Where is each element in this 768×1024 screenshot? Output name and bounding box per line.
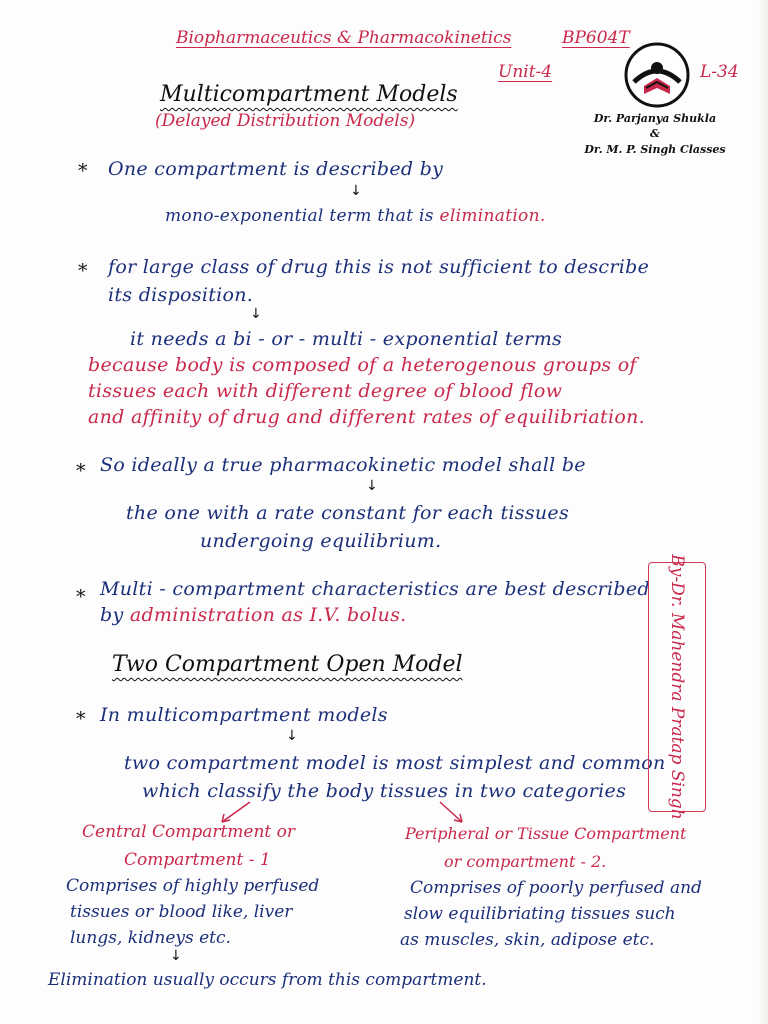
p1-line2 (165, 206, 546, 226)
p2-line1: for large class of drug this is not sufficient to describe (108, 256, 650, 278)
bullet-3: * (76, 460, 86, 482)
classes-logo-icon (622, 40, 692, 110)
p1-line1: One compartment is described by (108, 158, 444, 180)
credit-name-1: Dr. Parjanya Shukla (593, 112, 717, 125)
central-desc-2: tissues or blood like, liver (70, 902, 293, 922)
bullet-1: * (78, 160, 88, 182)
footer-note: Elimination usually occurs from this compartment. (48, 970, 487, 990)
credit-ampersand: & (650, 127, 660, 140)
p4-line2-admin: administration as I.V. bolus. (129, 604, 407, 626)
course-code: BP604T (562, 28, 630, 48)
credit-name-2: Dr. M. P. Singh Classes (584, 143, 726, 156)
down-arrow-icon: ↓ (366, 478, 378, 494)
peripheral-desc-2: slow equilibriating tissues such (404, 904, 676, 924)
section-heading: Two Compartment Open Model (112, 652, 463, 677)
central-desc-3: lungs, kidneys etc. (70, 928, 231, 948)
lecture-number: L-34 (700, 62, 739, 82)
peripheral-desc-3: as muscles, skin, adipose etc. (400, 930, 655, 950)
p2-red3: and affinity of drug and different rates of equilibriation. (88, 406, 645, 428)
bullet-2: * (78, 260, 88, 282)
p4-line1: Multi - compartment characteristics are best described (100, 578, 650, 600)
down-arrow-icon: ↓ (286, 728, 298, 744)
author-watermark-text: By-Dr. Mahendra Pratap Singh (667, 554, 687, 820)
down-arrow-icon: ↓ (350, 183, 362, 199)
p1-line2-text: mono-exponential term that is (165, 206, 440, 226)
p1-elimination: elimination. (439, 206, 546, 226)
p3-line3: undergoing equilibrium. (200, 530, 442, 552)
p2-line3: it needs a bi - or - multi - exponential terms (130, 328, 563, 350)
down-arrow-icon: ↓ (250, 306, 262, 322)
p4-line2-by: by (100, 604, 130, 626)
down-arrow-icon: ↓ (170, 948, 182, 964)
central-desc-1: Comprises of highly perfused (66, 876, 320, 896)
p5-line1: In multicompartment models (100, 704, 388, 726)
p3-line2: the one with a rate constant for each tissues (126, 502, 570, 524)
p5-line2: two compartment model is most simplest and common (124, 752, 666, 774)
author-watermark (648, 554, 706, 820)
peripheral-title-2: or compartment - 2. (444, 852, 607, 871)
central-title-1: Central Compartment or (82, 822, 296, 842)
unit-label: Unit-4 (498, 62, 553, 82)
bullet-5: * (76, 708, 86, 730)
central-title-2: Compartment - 1 (124, 850, 271, 870)
peripheral-title-1: Peripheral or Tissue Compartment (405, 824, 687, 843)
bullet-4: * (76, 586, 86, 608)
p3-line1: So ideally a true pharmacokinetic model shall be (100, 454, 586, 476)
p5-line3: which classify the body tissues in two categories (142, 780, 627, 802)
p2-red1: because body is composed of a heterogenous groups of (88, 354, 637, 376)
p2-line2: its disposition. (108, 284, 254, 306)
p4-line2 (100, 604, 407, 626)
page-title: Multicompartment Models (160, 82, 458, 107)
page-subtitle: (Delayed Distribution Models) (155, 111, 416, 131)
subject-title: Biopharmaceutics & Pharmacokinetics (176, 28, 512, 48)
p2-red2: tissues each with different degree of blood flow (88, 380, 563, 402)
page-edge (758, 0, 768, 1024)
peripheral-desc-1: Comprises of poorly perfused and (410, 878, 702, 898)
